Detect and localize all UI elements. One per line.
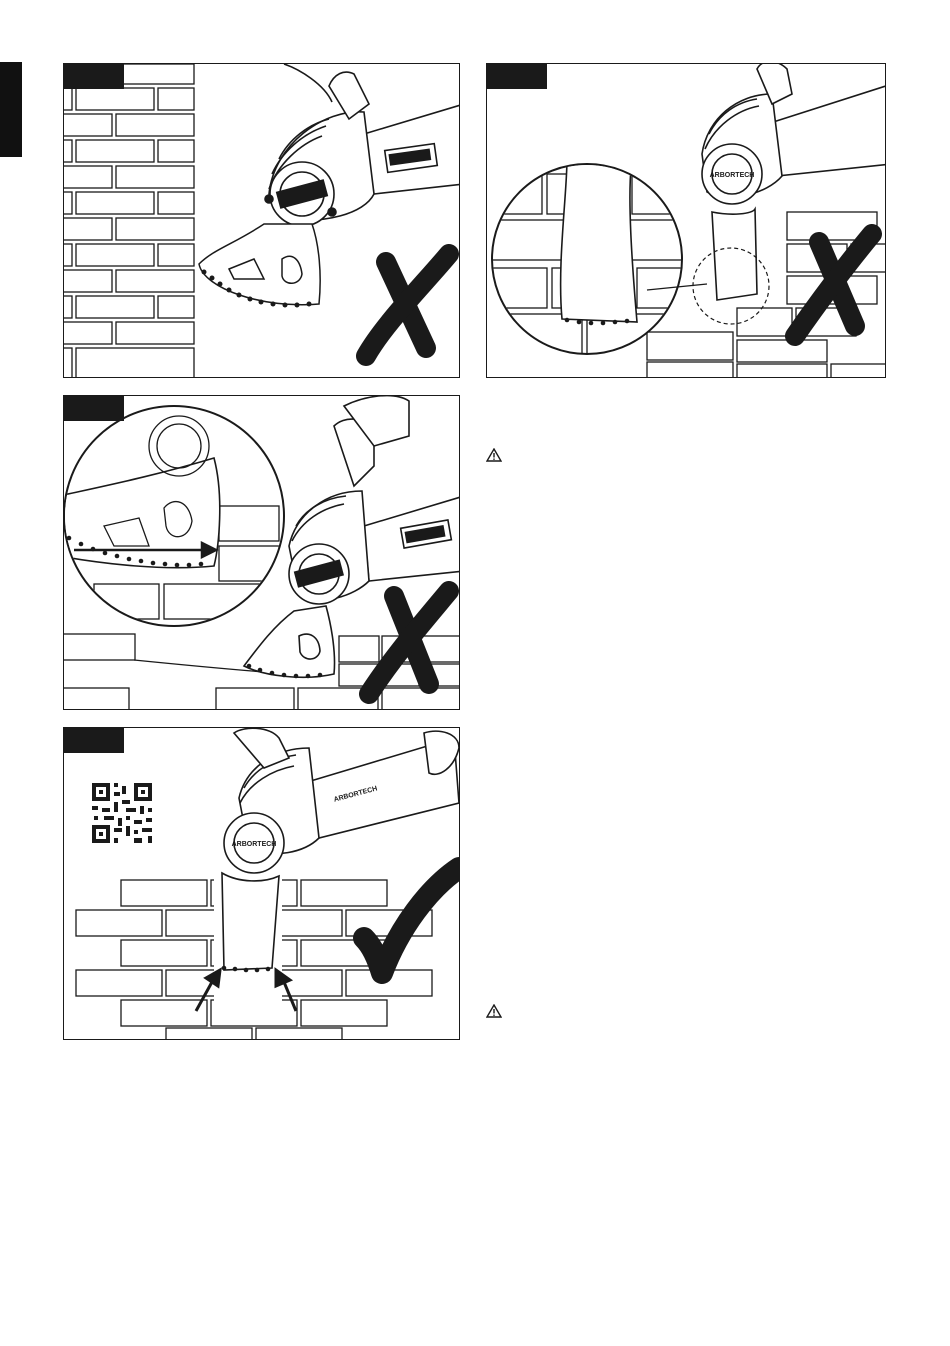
saw-tool	[265, 64, 460, 226]
brand-label: ARBORTECH	[231, 841, 277, 848]
language-tab	[0, 62, 22, 157]
check-icon	[364, 868, 459, 973]
saw-tool	[222, 728, 459, 970]
cross-icon	[795, 234, 872, 336]
warning-triangle-icon	[486, 1004, 502, 1018]
figure-4-label	[64, 728, 124, 753]
cross-icon	[366, 254, 449, 356]
figure-1	[63, 63, 460, 378]
figure-1-label	[64, 64, 124, 89]
figure-3-label	[64, 396, 124, 421]
brand-label: ARBORTECH	[333, 785, 379, 804]
warning-triangle-icon	[486, 448, 502, 462]
figure-3	[63, 395, 460, 710]
brand-label: ARBORTECH	[709, 172, 755, 179]
cross-icon	[369, 591, 449, 694]
saw-blade	[199, 224, 320, 305]
magnified-detail	[64, 406, 284, 626]
magnified-detail	[492, 148, 707, 354]
figure-4	[63, 727, 460, 1040]
figure-2-label	[487, 64, 547, 89]
figure-2	[486, 63, 886, 378]
brick-wall	[64, 64, 194, 378]
qr-code	[92, 783, 152, 843]
